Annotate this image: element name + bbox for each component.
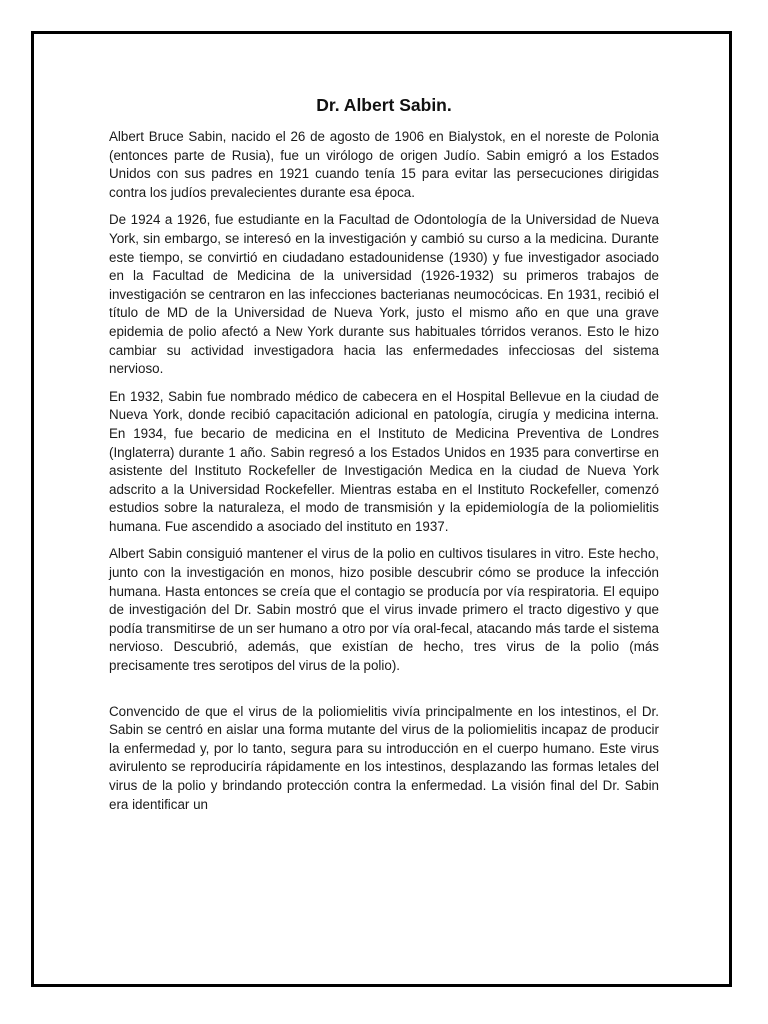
paragraph-education: De 1924 a 1926, fue estudiante en la Facultad de Odontología de la Universidad de Nueva York, sin embargo, se interesó en la investigación y cambió su curso a la medicina. Durante este tiempo, se convirtió en ciudadano estadounidense (1930) y fue investigador asociado en la Facultad de Medicina de la universidad (1926-1932) su primeros trabajos de investigación se centraron en las infecciones bacterianas neumocócicas. En 1931, recibió el título de MD de la Universidad de Nueva York, justo el mismo año en que una grave epidemia de polio afectó a New York durante sus habituales tórridos veranos. Esto le hizo cambiar su actividad investigadora hacia las enfermedades infecciosas del sistema nervioso. [109, 212, 659, 377]
page-frame [31, 31, 732, 987]
paragraph-early-life: Albert Bruce Sabin, nacido el 26 de agosto de 1906 en Bialystok, en el noreste de Polonia (entonces parte de Rusia), fue un virólogo de origen Judío. Sabin emigró a los Estados Unidos con sus padres en 1921 cuando tenía 15 para evitar las persecuciones dirigidas contra los judíos prevalecientes durante esa época. [109, 129, 659, 200]
document-body [109, 94, 659, 823]
document-title: Dr. Albert Sabin. [316, 95, 452, 115]
paragraph-career: En 1932, Sabin fue nombrado médico de cabecera en el Hospital Bellevue en la ciudad de Nueva York, donde recibió capacitación adicional en patología, cirugía y medicina interna. En 1934, fue becario de medicina en el Instituto de Medicina Preventiva de Londres (Inglaterra) durante 1 año. Sabin regresó a los Estados Unidos en 1935 para convertirse en asistente del Instituto Rockefeller de Investigación Medica en la ciudad de Nueva York adscrito a la Universidad Rockefeller. Mientras estaba en el Instituto Rockefeller, comenzó estudios sobre la naturaleza, el modo de transmisión y la epidemiología de la poliomielitis humana. Fue ascendido a asociado del instituto en 1937. [109, 388, 659, 534]
paragraph-polio-research: Albert Sabin consiguió mantener el virus de la polio en cultivos tisulares in vitro. Este hecho, junto con la investigación en monos, hizo posible descubrir cómo se produce la infección humana. Hasta entonces se creía que el contagio se producía por vía respiratoria. El equipo de investigación del Dr. Sabin mostró que el virus invade primero el tracto digestivo y que podía transmitirse de un ser humano a otro por vía oral-fecal, atacando más tarde el sistema nervioso. Descubrió, además, que existían de hecho, tres virus de la polio (más precisamente tres serotipos del virus de la polio). [109, 546, 659, 674]
paragraph-vaccine: Convencido de que el virus de la poliomielitis vivía principalmente en los intestinos, el Dr. Sabin se centró en aislar una forma mutante del virus de la poliomielitis incapaz de producir la enfermedad y, por lo tanto, segura para su introducción en el cuerpo humano. Este virus avirulento se reproduciría rápidamente en los intestinos, desplazando las formas letales del virus de la polio y brindando protección contra la enfermedad. La visión final del Dr. Sabin era identificar un [109, 703, 659, 812]
